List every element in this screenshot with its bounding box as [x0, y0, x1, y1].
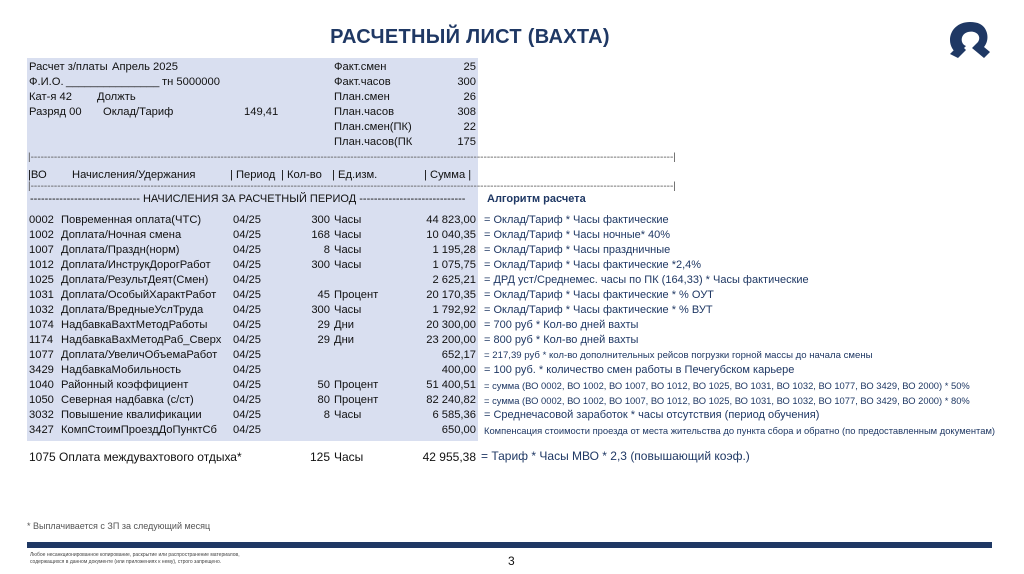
row-unit: Процент	[334, 394, 379, 406]
row-sum: 650,00	[441, 424, 476, 436]
row-period: 04/25	[233, 214, 261, 226]
page-number: 3	[508, 554, 515, 568]
row-name: Северная надбавка (с/ст)	[61, 394, 194, 406]
algorithm-title: Алгоритм расчета	[487, 193, 586, 205]
row-algorithm: Компенсация стоимости проезда от места жительства до пункта сбора и обратно (по предоставленным документам)	[484, 425, 996, 436]
row-algorithm: = Оклад/Тариф * Часы фактические	[484, 214, 669, 226]
row-period: 04/25	[233, 394, 261, 406]
row-period: 04/25	[233, 334, 261, 346]
row-name: Доплата/РезультДеят(Смен)	[61, 274, 209, 286]
row-algorithm: = Среднечасовой заработок * часы отсутствия (период обучения)	[484, 409, 820, 421]
fio-label: Ф.И.О.	[29, 76, 64, 88]
row-code: 1040	[29, 379, 54, 391]
row-unit: Часы	[334, 244, 362, 256]
row-algorithm: = Оклад/Тариф * Часы праздничные	[484, 244, 671, 256]
row-sum: 20 300,00	[426, 319, 476, 331]
grade: Разряд 00	[29, 106, 82, 118]
summary-label: План.смен	[334, 91, 390, 103]
row-code: 1074	[29, 319, 54, 331]
row-unit: Часы	[334, 304, 362, 316]
row-name: Доплата/ВредныеУслТруда	[61, 304, 204, 316]
row-sum: 82 240,82	[426, 394, 476, 406]
summary-label: План.часов	[334, 106, 395, 118]
row-name: Доплата/ИнструкДорогРабот	[61, 259, 211, 271]
row-sum: 2 625,21	[432, 274, 476, 286]
row-sum: 6 585,36	[432, 409, 476, 421]
summary-label: Факт.смен	[334, 61, 387, 73]
tab-number: тн 5000000	[162, 76, 220, 88]
col-name: Начисления/Удержания	[72, 169, 196, 181]
col-qty: | Кол-во	[281, 169, 322, 181]
row-sum: 1 792,92	[432, 304, 476, 316]
category: Кат-я 42	[29, 91, 72, 103]
summary-label: План.смен(ПК)	[334, 121, 412, 133]
row-unit: Дни	[334, 334, 355, 346]
row-name: Повременная оплата(ЧТС)	[61, 214, 202, 226]
row-unit: Процент	[334, 289, 379, 301]
mvo-sum: 42 955,38	[422, 450, 476, 464]
row-qty: 300	[311, 259, 330, 271]
row-code: 3429	[29, 364, 54, 376]
section-title: ------------------------------ НАЧИСЛЕНИЯ ЗА РАСЧЕТНЫЙ ПЕРИОД -----------------------------	[30, 193, 466, 205]
page-title: РАСЧЕТНЫЙ ЛИСТ (ВАХТА)	[330, 26, 610, 48]
row-qty: 168	[311, 229, 330, 241]
row-name: КомпСтоимПроездДоПунктСб	[61, 424, 217, 436]
row-unit: Дни	[334, 319, 355, 331]
row-unit: Часы	[334, 214, 362, 226]
row-name: НадбавкаМобильность	[61, 364, 182, 376]
row-code: 1007	[29, 244, 54, 256]
row-qty: 50	[317, 379, 330, 391]
row-algorithm: = Оклад/Тариф * Часы фактические * % ОУТ	[484, 289, 714, 301]
mvo-qty: 125	[309, 450, 330, 464]
row-code: 0002	[29, 214, 54, 226]
row-qty: 80	[317, 394, 330, 406]
row-code: 1002	[29, 229, 54, 241]
row-algorithm: = сумма (ВО 0002, ВО 1002, ВО 1007, ВО 1012, ВО 1025, ВО 1031, ВО 1032, ВО 1077, ВО 3429, ВО 2000) * 80%	[484, 395, 970, 406]
row-sum: 10 040,35	[426, 229, 476, 241]
row-code: 1025	[29, 274, 54, 286]
rate-label: Оклад/Тариф	[103, 106, 174, 118]
row-period: 04/25	[233, 379, 261, 391]
legal-line: Любое несанкционированное копирование, раскрытие или распространение материалов,	[30, 552, 240, 558]
rate-value: 149,41	[244, 106, 279, 118]
row-sum: 44 823,00	[426, 214, 476, 226]
summary-value: 175	[457, 136, 476, 148]
row-period: 04/25	[233, 409, 261, 421]
row-sum: 23 200,00	[426, 334, 476, 346]
col-period: | Период	[230, 169, 276, 181]
summary-value: 25	[463, 61, 476, 73]
mvo-unit: Часы	[334, 450, 364, 464]
row-code: 1174	[29, 334, 54, 346]
row-algorithm: = сумма (ВО 0002, ВО 1002, ВО 1007, ВО 1012, ВО 1025, ВО 1031, ВО 1032, ВО 1077, ВО 3429, ВО 2000) * 50%	[484, 380, 970, 391]
row-algorithm: = 100 руб. * количество смен работы в Печегубском карьере	[484, 364, 795, 376]
footer-bar	[27, 542, 992, 548]
position-label: Должть	[97, 91, 136, 103]
row-unit: Часы	[334, 229, 362, 241]
summary-label: Факт.часов	[334, 76, 391, 88]
row-qty: 8	[323, 244, 330, 256]
row-qty: 8	[323, 409, 330, 421]
row-name: Доплата/Праздн(норм)	[61, 244, 180, 256]
col-code: |ВО	[28, 169, 47, 181]
summary-value: 26	[463, 91, 476, 103]
row-sum: 400,00	[441, 364, 476, 376]
summary-value: 22	[463, 121, 476, 133]
mvo-name: 1075 Оплата междувахтового отдыха*	[29, 450, 242, 464]
row-sum: 51 400,51	[426, 379, 476, 391]
row-period: 04/25	[233, 364, 261, 376]
row-code: 1031	[29, 289, 54, 301]
row-sum: 1 075,75	[432, 259, 476, 271]
row-qty: 29	[317, 334, 330, 346]
row-code: 3427	[29, 424, 54, 436]
row-period: 04/25	[233, 289, 261, 301]
row-name: Районный коэффициент	[61, 379, 189, 391]
row-name: Доплата/ОсобыйХарактРабот	[61, 289, 217, 301]
row-name: НадбавкаВахтМетодРаботы	[61, 319, 208, 331]
row-unit: Процент	[334, 379, 379, 391]
row-period: 04/25	[233, 259, 261, 271]
row-period: 04/25	[233, 274, 261, 286]
calc-period: Апрель 2025	[112, 61, 178, 73]
calc-label: Расчет з/платы	[29, 61, 108, 73]
row-algorithm: = Оклад/Тариф * Часы фактические *2,4%	[484, 259, 702, 271]
footnote: * Выплачивается с ЗП за следующий месяц	[27, 521, 211, 531]
company-logo-icon	[946, 20, 994, 60]
row-period: 04/25	[233, 229, 261, 241]
row-algorithm: = Оклад/Тариф * Часы ночные* 40%	[484, 229, 671, 241]
summary-value: 308	[457, 106, 476, 118]
row-name: Доплата/УвеличОбъемаРабот	[61, 349, 218, 361]
mvo-algo: = Тариф * Часы МВО * 2,3 (повышающий коэф.)	[481, 449, 750, 463]
row-code: 1032	[29, 304, 54, 316]
row-code: 1012	[29, 259, 54, 271]
row-period: 04/25	[233, 349, 261, 361]
row-qty: 45	[317, 289, 330, 301]
row-period: 04/25	[233, 304, 261, 316]
row-name: НадбавкаВахМетодРаб_Сверх	[61, 334, 222, 346]
row-qty: 300	[311, 214, 330, 226]
row-algorithm: = 217,39 руб * кол-во дополнительных рейсов погрузки горной массы до начала смены	[484, 350, 873, 361]
row-unit: Часы	[334, 259, 362, 271]
row-period: 04/25	[233, 424, 261, 436]
row-name: Повышение квалификации	[61, 409, 202, 421]
separator-line: |-------------------------------------------------------------------------------------------------------------------------------------------------------------------------------------------------|	[28, 152, 676, 163]
row-qty: 29	[317, 319, 330, 331]
row-qty: 300	[311, 304, 330, 316]
col-unit: | Ед.изм.	[332, 169, 378, 181]
row-algorithm: = Оклад/Тариф * Часы фактические * % ВУТ	[484, 304, 713, 316]
row-period: 04/25	[233, 244, 261, 256]
summary-value: 300	[457, 76, 476, 88]
row-unit: Часы	[334, 409, 362, 421]
row-algorithm: = 700 руб * Кол-во дней вахты	[484, 319, 639, 331]
legal-notice	[30, 552, 240, 566]
row-code: 1077	[29, 349, 54, 361]
fio-value: _______________	[66, 76, 160, 88]
summary-label: План.часов(ПК	[334, 136, 413, 148]
legal-line: содержащихся в данном документе (или приложениях к нему), строго запрещено.	[30, 559, 222, 565]
row-algorithm: = ДРД уст/Среднемес. часы по ПК (164,33) * Часы фактические	[484, 274, 809, 286]
row-sum: 652,17	[441, 349, 476, 361]
separator-line-2: |-------------------------------------------------------------------------------------------------------------------------------------------------------------------------------------------------|	[28, 181, 676, 192]
row-code: 1050	[29, 394, 54, 406]
row-period: 04/25	[233, 319, 261, 331]
row-code: 3032	[29, 409, 54, 421]
col-sum: | Сумма |	[424, 169, 472, 181]
row-sum: 1 195,28	[432, 244, 476, 256]
row-algorithm: = 800 руб * Кол-во дней вахты	[484, 334, 639, 346]
row-sum: 20 170,35	[426, 289, 476, 301]
row-name: Доплата/Ночная смена	[61, 229, 182, 241]
